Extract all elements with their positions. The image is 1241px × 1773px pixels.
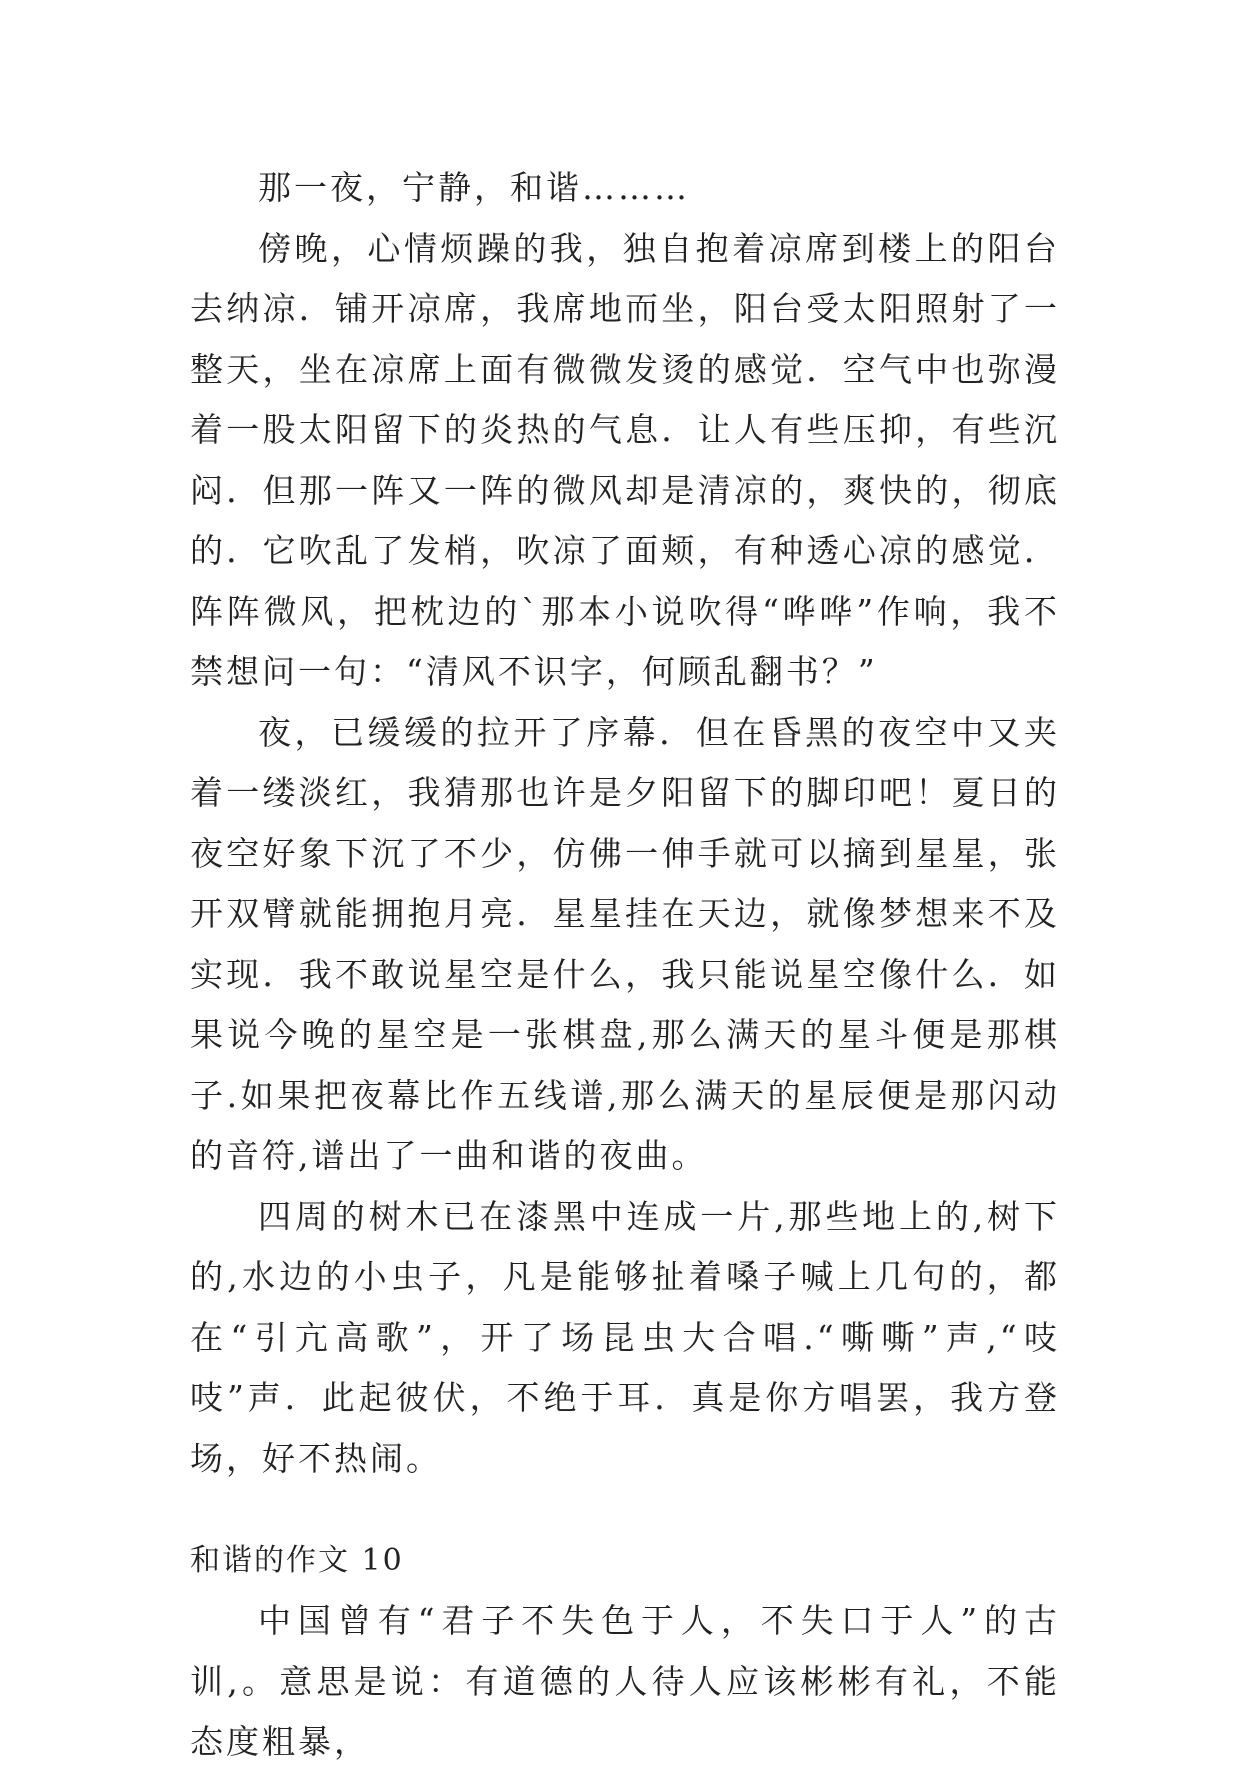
paragraph-night-sky: 夜，已缓缓的拉开了序幕．但在昏黑的夜空中又夹着一缕淡红，我猜那也许是夕阳留下的脚印吧！夏日的夜空好象下沉了不少，仿佛一伸手就可以摘到星星，张开双臂就能拥抱月亮．星星挂在天边，就像梦想来不及实现．我不敢说星空是什么，我只能说星空像什么．如果说今晚的星空是一张棋盘,那么满天的星斗便是那棋子.如果把夜幕比作五线谱,那么满天的星辰便是那闪动的音符,谱出了一曲和谐的夜曲。 (190, 712, 1060, 1175)
section-gap (190, 1489, 1060, 1531)
paragraph-insects: 四周的树木已在漆黑中连成一片,那些地上的,树下的,水边的小虫子，凡是能够扯着嗓子喊上几句的，都在“引亢高歌”，开了场昆虫大合唱.“嘶嘶”声,“吱吱”声．此起彼伏，不绝于耳．真是你方唱罢，我方登场，好不热闹。 (190, 1196, 1060, 1478)
document-page (190, 158, 1060, 1773)
paragraph-intro: 那一夜，宁静，和谐……… (258, 168, 690, 207)
paragraph-ancient-saying: 中国曾有“君子不失色于人，不失口于人”的古训,。意思是说：有道德的人待人应该彬彬有礼，不能态度粗暴， (190, 1601, 1060, 1761)
paragraph-evening: 傍晚，心情烦躁的我，独自抱着凉席到楼上的阳台去纳凉．铺开凉席，我席地而坐，阳台受太阳照射了一整天，坐在凉席上面有微微发烫的感觉．空气中也弥漫着一股太阳留下的炎热的气息．让人有些压抑，有些沉闷．但那一阵又一阵的微风却是清凉的，爽快的，彻底的．它吹乱了发梢，吹凉了面颊，有种透心凉的感觉．阵阵微风，把枕边的`那本小说吹得“哗哗”作响，我不禁想问一句：“清风不识字，何顾乱翻书？” (190, 228, 1060, 691)
section-title: 和谐的作文 10 (190, 1543, 404, 1578)
